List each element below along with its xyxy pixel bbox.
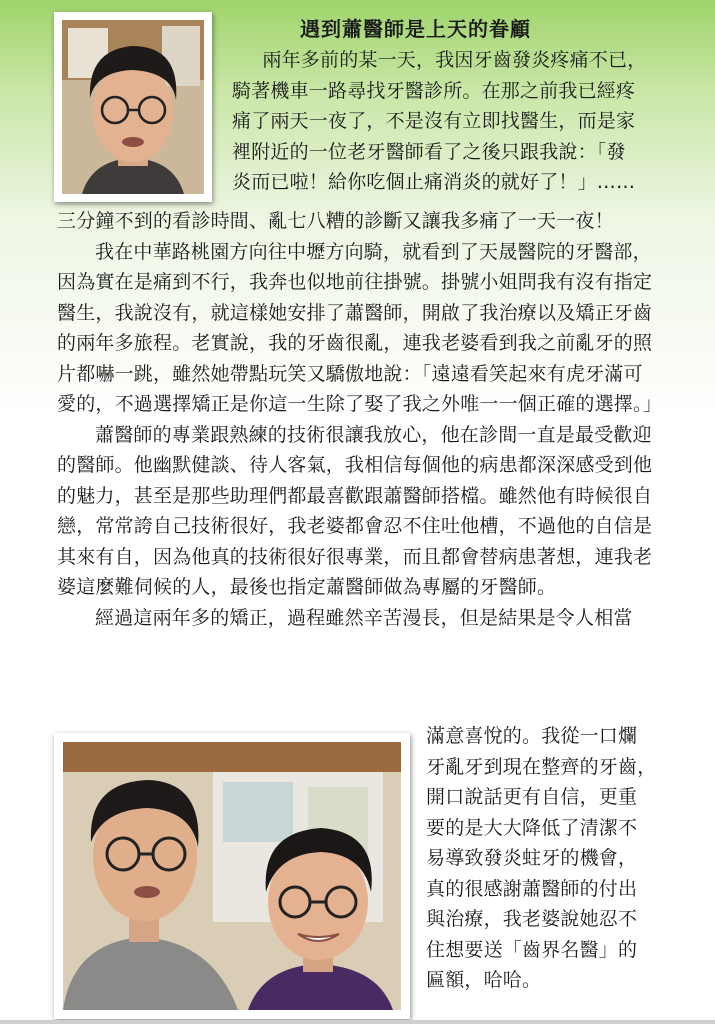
intro-line: 痛了兩天一夜了，不是沒有立即找醫生，而是家 [232,110,636,132]
closing-line: 與治療，我老婆說她忍不 [426,908,638,930]
body-text [57,206,662,633]
patient-portrait-frame [54,12,212,202]
closing-line: 住想要送「齒界名醫」的 [426,938,638,961]
paragraph-2: 我在中華路桃園方向往中壢方向騎，就看到了天晟醫院的牙醫部，因為實在是痛到不行，我奔也似地前往掛號。掛號小姐問我有沒有指定醫生，我說沒有，就這樣她安排了蕭醫師，開啟了我治療以及矯正牙齒的兩年多旅程。老實說，我的牙齒很亂，連我老婆看到我之前亂牙的照片都嚇一跳，雖然她帶點玩笑又驕傲地說：「遠遠看笑起來有虎牙滿可愛的，不過選擇矯正是你這一生除了娶了我之外唯一一個正確的選擇。」 [57,240,662,415]
intro-line: 兩年多前的某一天，我因牙齒發炎疼痛不已， [262,49,647,71]
paragraph-3: 蕭醫師的專業跟熟練的技術很讓我放心，他在診間一直是最受歡迎的醫師。他幽默健談、待人客氣，我相信每個他的病患都深深感受到他的魅力，甚至是那些助理們都最喜歡跟蕭醫師搭檔。雖然他有時候很自戀，常常誇自己技術很好，我老婆都會忍不住吐他槽，不過他的自信是其來有自，因為他真的技術很好很專業，而且都會替病患著想，連我老婆這麼難伺候的人，最後也指定蕭醫師做為專屬的牙醫師。 [57,423,653,598]
paragraph-4-first-line: 經過這兩年多的矯正，過程雖然辛苦漫長，但是結果是令人相當 [95,606,633,629]
intro-line: 裡附近的一位老牙醫師看了之後只跟我說：「發 [232,140,626,163]
intro-line: 騎著機車一路尋找牙醫診所。在那之前我已經疼 [232,79,636,102]
closing-line: 牙亂牙到現在整齊的牙齒， [426,755,657,778]
closing-line: 匾額，哈哈。 [426,969,542,991]
intro-line: 炎而已啦！給你吃個止痛消炎的就好了！」…… [232,171,636,193]
closing-line: 易導致發炎蛀牙的機會， [426,847,638,869]
closing-paragraph [426,721,711,996]
bottom-divider [0,1020,715,1024]
article-title: 遇到蕭醫師是上天的眷顧 [300,17,531,41]
closing-line: 開口說話更有自信，更重 [426,786,638,808]
closing-line: 滿意喜悅的。我從一口爛 [426,725,638,747]
closing-line: 要的是大大降低了清潔不 [426,816,638,839]
paragraph-1-tail: 三分鐘不到的看診時間、亂七八糟的診斷又讓我多痛了一天一夜！ [57,210,614,232]
patient-portrait-photo [62,20,204,194]
intro-paragraph [232,45,712,198]
patient-and-doctor-frame [54,733,410,1019]
patient-and-doctor-photo [63,742,401,1010]
closing-line: 真的很感謝蕭醫師的付出 [426,877,638,900]
